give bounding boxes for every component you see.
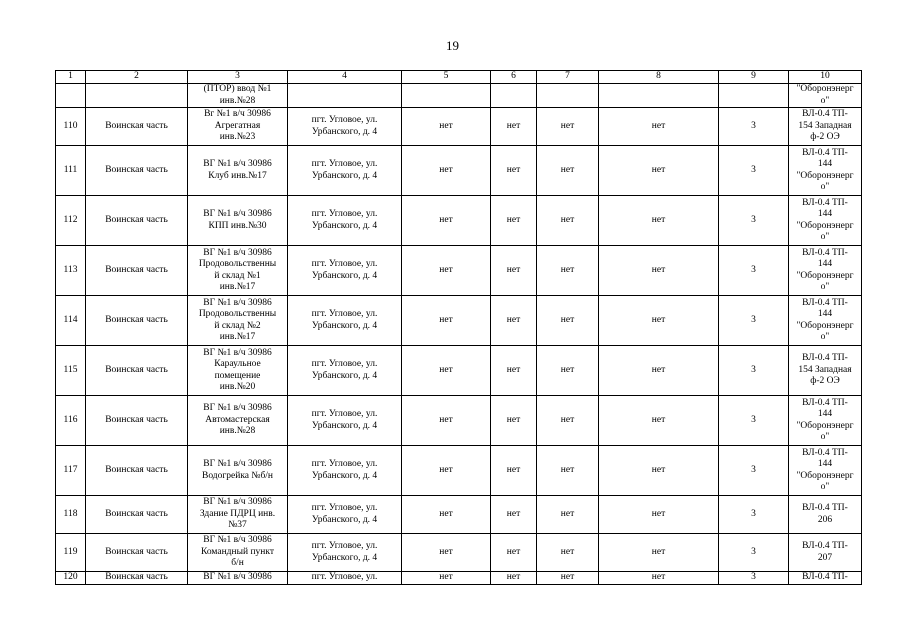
cell-power-line: "Оборонэнерг о" bbox=[789, 84, 862, 108]
cell-row-number: 113 bbox=[56, 246, 86, 296]
cell-col-7: нет bbox=[537, 534, 599, 572]
cell-col-7: нет bbox=[537, 196, 599, 246]
cell-row-number: 114 bbox=[56, 296, 86, 346]
cell-address: пгт. Угловое, ул. Урбанского, д. 4 bbox=[288, 446, 402, 496]
cell-organization: Воинская часть bbox=[86, 446, 188, 496]
cell-power-line: ВЛ-0.4 ТП- 154 Западная ф-2 ОЭ bbox=[789, 108, 862, 146]
cell-row-number: 118 bbox=[56, 496, 86, 534]
table-row bbox=[56, 246, 862, 296]
cell-col-5: нет bbox=[402, 246, 491, 296]
cell-col-5: нет bbox=[402, 572, 491, 585]
cell-col-8 bbox=[599, 84, 719, 108]
cell-col-5: нет bbox=[402, 396, 491, 446]
cell-col-8: нет bbox=[599, 296, 719, 346]
cell-organization: Воинская часть bbox=[86, 396, 188, 446]
cell-col-6: нет bbox=[491, 572, 537, 585]
cell-power-line: ВЛ-0.4 ТП- 144 "Оборонэнерг о" bbox=[789, 296, 862, 346]
data-table bbox=[55, 70, 862, 585]
table-row bbox=[56, 534, 862, 572]
cell-address: пгт. Угловое, ул. Урбанского, д. 4 bbox=[288, 346, 402, 396]
cell-address: пгт. Угловое, ул. Урбанского, д. 4 bbox=[288, 108, 402, 146]
cell-power-line: ВЛ-0.4 ТП- 154 Западная ф-2 ОЭ bbox=[789, 346, 862, 396]
cell-organization: Воинская часть bbox=[86, 296, 188, 346]
cell-col-8: нет bbox=[599, 146, 719, 196]
cell-col-9: 3 bbox=[719, 296, 789, 346]
cell-col-9: 3 bbox=[719, 108, 789, 146]
cell-col-7: нет bbox=[537, 246, 599, 296]
cell-object-name: ВГ №1 в/ч 30986 bbox=[188, 572, 288, 585]
cell-organization: Воинская часть bbox=[86, 496, 188, 534]
cell-col-8: нет bbox=[599, 396, 719, 446]
cell-power-line: ВЛ-0.4 ТП- 206 bbox=[789, 496, 862, 534]
cell-col-6: нет bbox=[491, 196, 537, 246]
cell-col-5: нет bbox=[402, 146, 491, 196]
cell-power-line: ВЛ-0.4 ТП- 144 "Оборонэнерг о" bbox=[789, 446, 862, 496]
cell-power-line: ВЛ-0.4 ТП- 144 "Оборонэнерг о" bbox=[789, 146, 862, 196]
cell-organization bbox=[86, 84, 188, 108]
cell-col-6 bbox=[491, 84, 537, 108]
cell-col-7: нет bbox=[537, 346, 599, 396]
cell-col-6: нет bbox=[491, 496, 537, 534]
cell-organization: Воинская часть bbox=[86, 346, 188, 396]
cell-col-9: 3 bbox=[719, 572, 789, 585]
table-row bbox=[56, 446, 862, 496]
table-row bbox=[56, 396, 862, 446]
cell-col-6: нет bbox=[491, 396, 537, 446]
cell-row-number: 115 bbox=[56, 346, 86, 396]
cell-col-9: 3 bbox=[719, 396, 789, 446]
cell-col-6: нет bbox=[491, 108, 537, 146]
cell-power-line: ВЛ-0.4 ТП- 144 "Оборонэнерг о" bbox=[789, 246, 862, 296]
cell-col-8: нет bbox=[599, 196, 719, 246]
table-row bbox=[56, 196, 862, 246]
cell-col-9: 3 bbox=[719, 446, 789, 496]
cell-col-5: нет bbox=[402, 534, 491, 572]
cell-col-5 bbox=[402, 84, 491, 108]
cell-col-9: 3 bbox=[719, 196, 789, 246]
cell-col-9: 3 bbox=[719, 534, 789, 572]
cell-row-number: 119 bbox=[56, 534, 86, 572]
cell-address: пгт. Угловое, ул. Урбанского, д. 4 bbox=[288, 246, 402, 296]
cell-col-9: 3 bbox=[719, 496, 789, 534]
table-row bbox=[56, 108, 862, 146]
cell-object-name: ВГ №1 в/ч 30986 Водогрейка №б/н bbox=[188, 446, 288, 496]
cell-col-7: нет bbox=[537, 396, 599, 446]
cell-col-7: нет bbox=[537, 496, 599, 534]
cell-col-7 bbox=[537, 84, 599, 108]
column-header-1: 1 bbox=[56, 71, 86, 84]
column-header-2: 2 bbox=[86, 71, 188, 84]
cell-object-name: ВГ №1 в/ч 30986 Продовольственны й склад №2 инв.№17 bbox=[188, 296, 288, 346]
cell-col-8: нет bbox=[599, 572, 719, 585]
cell-col-8: нет bbox=[599, 246, 719, 296]
cell-col-5: нет bbox=[402, 108, 491, 146]
cell-object-name: (ПТОР) ввод №1 инв.№28 bbox=[188, 84, 288, 108]
cell-col-9: 3 bbox=[719, 146, 789, 196]
cell-col-7: нет bbox=[537, 146, 599, 196]
cell-col-8: нет bbox=[599, 346, 719, 396]
cell-col-7: нет bbox=[537, 108, 599, 146]
cell-col-7: нет bbox=[537, 446, 599, 496]
cell-col-7: нет bbox=[537, 296, 599, 346]
cell-col-6: нет bbox=[491, 296, 537, 346]
column-header-4: 4 bbox=[288, 71, 402, 84]
cell-col-5: нет bbox=[402, 296, 491, 346]
header-row bbox=[56, 71, 862, 84]
cell-col-9: 3 bbox=[719, 246, 789, 296]
cell-object-name: Вг №1 в/ч 30986 Агрегатная инв.№23 bbox=[188, 108, 288, 146]
page-number: 19 bbox=[446, 38, 459, 53]
cell-col-5: нет bbox=[402, 446, 491, 496]
table-row bbox=[56, 496, 862, 534]
cell-organization: Воинская часть bbox=[86, 572, 188, 585]
cell-col-6: нет bbox=[491, 446, 537, 496]
cell-row-number: 116 bbox=[56, 396, 86, 446]
cell-address: пгт. Угловое, ул. Урбанского, д. 4 bbox=[288, 396, 402, 446]
cell-col-6: нет bbox=[491, 346, 537, 396]
column-header-3: 3 bbox=[188, 71, 288, 84]
cell-col-8: нет bbox=[599, 496, 719, 534]
cell-address: пгт. Угловое, ул. Урбанского, д. 4 bbox=[288, 534, 402, 572]
table-row bbox=[56, 296, 862, 346]
cell-col-5: нет bbox=[402, 346, 491, 396]
cell-col-9: 3 bbox=[719, 346, 789, 396]
cell-address: пгт. Угловое, ул. Урбанского, д. 4 bbox=[288, 496, 402, 534]
cell-address: пгт. Угловое, ул. Урбанского, д. 4 bbox=[288, 296, 402, 346]
cell-col-6: нет bbox=[491, 534, 537, 572]
cell-power-line: ВЛ-0.4 ТП- bbox=[789, 572, 862, 585]
cell-address: пгт. Угловое, ул. Урбанского, д. 4 bbox=[288, 196, 402, 246]
cell-power-line: ВЛ-0.4 ТП- 207 bbox=[789, 534, 862, 572]
cell-organization: Воинская часть bbox=[86, 108, 188, 146]
cell-col-8: нет bbox=[599, 108, 719, 146]
cell-organization: Воинская часть bbox=[86, 146, 188, 196]
cell-col-9 bbox=[719, 84, 789, 108]
cell-object-name: ВГ №1 в/ч 30986 Здание ПДРЦ инв. №37 bbox=[188, 496, 288, 534]
cell-row-number: 110 bbox=[56, 108, 86, 146]
cell-object-name: ВГ №1 в/ч 30986 КПП инв.№30 bbox=[188, 196, 288, 246]
cell-power-line: ВЛ-0.4 ТП- 144 "Оборонэнерг о" bbox=[789, 396, 862, 446]
table-row bbox=[56, 346, 862, 396]
cell-row-number: 111 bbox=[56, 146, 86, 196]
column-header-8: 8 bbox=[599, 71, 719, 84]
column-header-9: 9 bbox=[719, 71, 789, 84]
cell-organization: Воинская часть bbox=[86, 196, 188, 246]
cell-object-name: ВГ №1 в/ч 30986 Караульное помещение инв.№20 bbox=[188, 346, 288, 396]
table-row bbox=[56, 84, 862, 108]
column-header-6: 6 bbox=[491, 71, 537, 84]
cell-organization: Воинская часть bbox=[86, 534, 188, 572]
cell-col-7: нет bbox=[537, 572, 599, 585]
cell-object-name: ВГ №1 в/ч 30986 Клуб инв.№17 bbox=[188, 146, 288, 196]
column-header-7: 7 bbox=[537, 71, 599, 84]
cell-col-6: нет bbox=[491, 246, 537, 296]
cell-organization: Воинская часть bbox=[86, 246, 188, 296]
column-header-10: 10 bbox=[789, 71, 862, 84]
cell-address bbox=[288, 84, 402, 108]
cell-object-name: ВГ №1 в/ч 30986 Командный пункт б/н bbox=[188, 534, 288, 572]
cell-col-5: нет bbox=[402, 496, 491, 534]
cell-address: пгт. Угловое, ул. bbox=[288, 572, 402, 585]
cell-power-line: ВЛ-0.4 ТП- 144 "Оборонэнерг о" bbox=[789, 196, 862, 246]
cell-object-name: ВГ №1 в/ч 30986 Автомастерская инв.№28 bbox=[188, 396, 288, 446]
table-row bbox=[56, 572, 862, 585]
cell-col-8: нет bbox=[599, 446, 719, 496]
cell-address: пгт. Угловое, ул. Урбанского, д. 4 bbox=[288, 146, 402, 196]
cell-object-name: ВГ №1 в/ч 30986 Продовольственны й склад №1 инв.№17 bbox=[188, 246, 288, 296]
column-header-5: 5 bbox=[402, 71, 491, 84]
cell-row-number bbox=[56, 84, 86, 108]
cell-row-number: 117 bbox=[56, 446, 86, 496]
cell-row-number: 120 bbox=[56, 572, 86, 585]
cell-col-6: нет bbox=[491, 146, 537, 196]
cell-col-5: нет bbox=[402, 196, 491, 246]
table-row bbox=[56, 146, 862, 196]
cell-col-8: нет bbox=[599, 534, 719, 572]
cell-row-number: 112 bbox=[56, 196, 86, 246]
